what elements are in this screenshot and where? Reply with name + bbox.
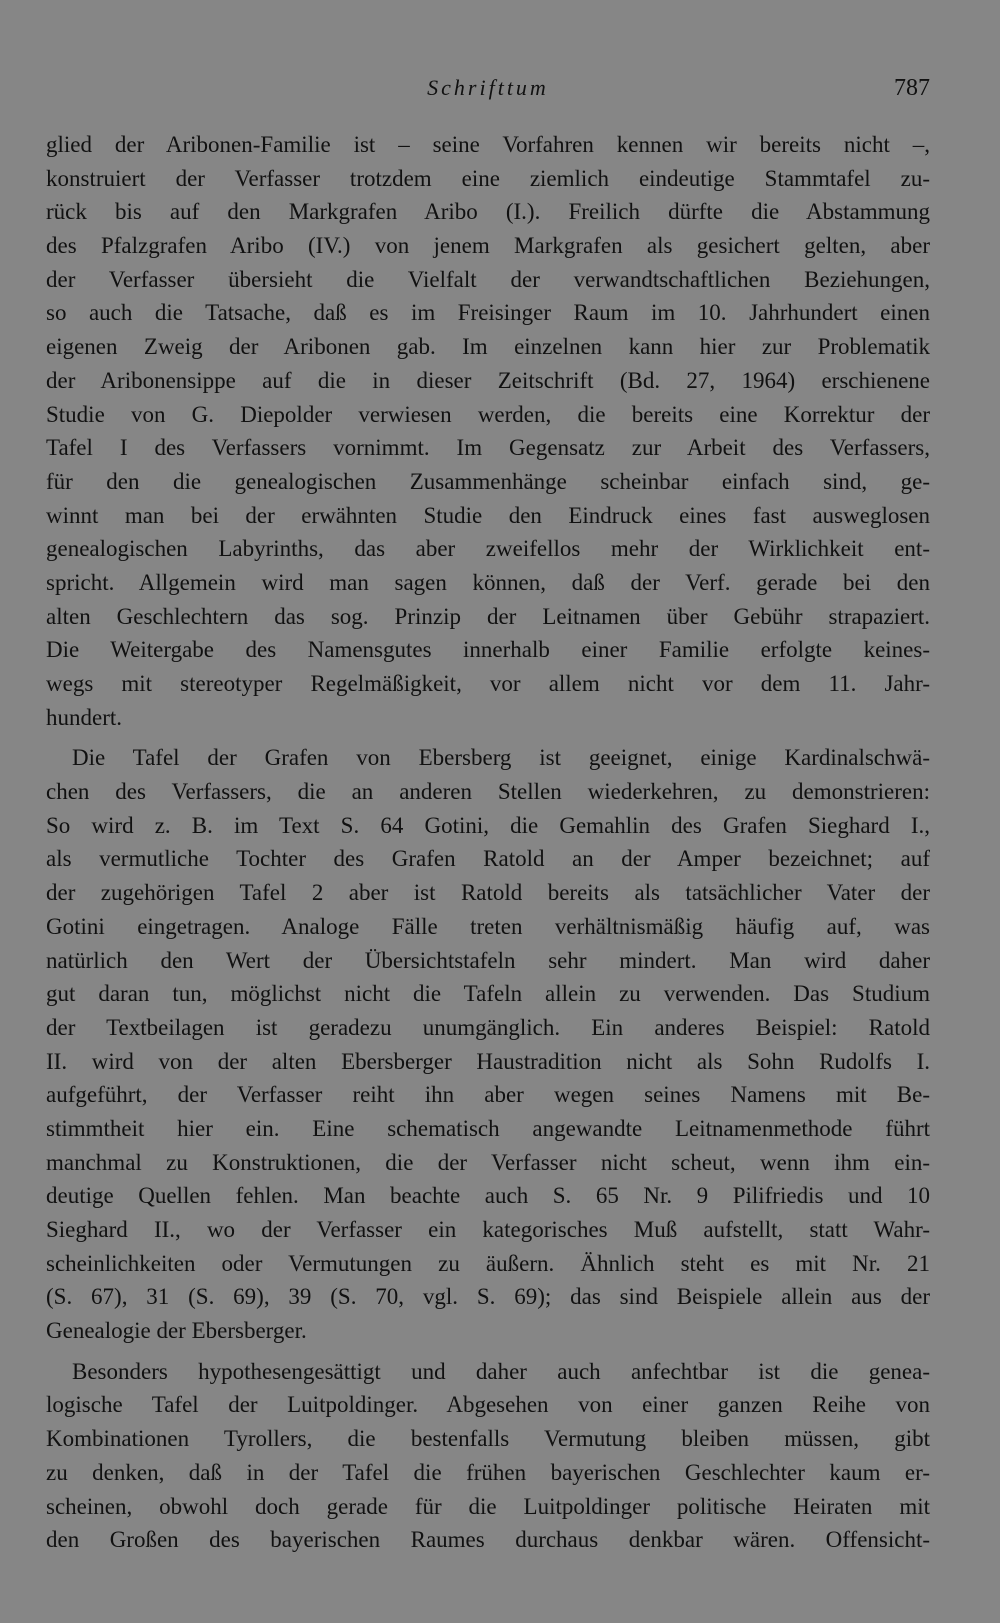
text-line: gut daran tun, möglichst nicht die Tafeln allein zu verwenden. Das Studium bbox=[46, 981, 930, 1007]
body-text bbox=[46, 128, 930, 1557]
text-line: aufgeführt, der Verfasser reiht ihn aber wegen seines Namens mit Be- bbox=[46, 1082, 930, 1108]
text-line: So wird z. B. im Text S. 64 Gotini, die Gemahlin des Grafen Sieghard I., bbox=[46, 812, 930, 838]
text-line: Die Weitergabe des Namensgutes innerhalb einer Familie erfolgte keines- bbox=[46, 637, 930, 663]
text-line: für den die genealogischen Zusammenhänge scheinbar einfach sind, ge- bbox=[46, 468, 930, 494]
text-line: alten Geschlechtern das sog. Prinzip der Leitnamen über Gebühr strapaziert. bbox=[46, 603, 930, 629]
text-line: scheinlichkeiten oder Vermutungen zu äußern. Ähnlich steht es mit Nr. 21 bbox=[46, 1250, 930, 1276]
text-line: eigenen Zweig der Aribonen gab. Im einzelnen kann hier zur Problematik bbox=[46, 334, 930, 360]
text-line: Studie von G. Diepolder verwiesen werden, die bereits eine Korrektur der bbox=[46, 401, 930, 427]
text-line: der Textbeilagen ist geradezu unumgänglich. Ein anderes Beispiel: Ratold bbox=[46, 1014, 930, 1040]
text-line: hundert. bbox=[46, 704, 123, 730]
text-line: logische Tafel der Luitpoldinger. Abgesehen von einer ganzen Reihe von bbox=[46, 1392, 930, 1418]
text-line: winnt man bei der erwähnten Studie den Eindruck eines fast ausweglosen bbox=[46, 502, 930, 528]
paragraph-luitpoldinger bbox=[46, 1355, 930, 1557]
text-line: der Aribonensippe auf die in dieser Zeitschrift (Bd. 27, 1964) erschienene bbox=[46, 367, 930, 393]
text-line: spricht. Allgemein wird man sagen können, daß der Verf. gerade bei den bbox=[46, 569, 930, 595]
paragraph-aribonen bbox=[46, 128, 930, 734]
text-line: scheinen, obwohl doch gerade für die Luitpoldinger politische Heiraten mit bbox=[46, 1493, 930, 1519]
text-line: Besonders hypothesengesättigt und daher auch anfechtbar ist die genea- bbox=[72, 1358, 930, 1384]
text-line: Tafel I des Verfassers vornimmt. Im Gegensatz zur Arbeit des Verfassers, bbox=[46, 435, 930, 461]
text-line: manchmal zu Konstruktionen, die der Verfasser nicht scheut, wenn ihm ein- bbox=[46, 1149, 930, 1175]
text-line: deutige Quellen fehlen. Man beachte auch S. 65 Nr. 9 Pilifriedis und 10 bbox=[46, 1183, 930, 1209]
text-line: den Großen des bayerischen Raumes durchaus denkbar wären. Offensicht- bbox=[46, 1527, 930, 1553]
text-line: (S. 67), 31 (S. 69), 39 (S. 70, vgl. S. 69); das sind Beispiele allein aus der bbox=[46, 1284, 930, 1310]
text-line: als vermutliche Tochter des Grafen Ratold an der Amper bezeichnet; auf bbox=[46, 846, 930, 872]
text-line: natürlich den Wert der Übersichtstafeln sehr mindert. Man wird daher bbox=[46, 947, 930, 973]
text-line: Sieghard II., wo der Verfasser ein kategorisches Muß aufstellt, statt Wahr- bbox=[46, 1217, 930, 1242]
text-line: Die Tafel der Grafen von Ebersberg ist geeignet, einige Kardinalschwä- bbox=[72, 745, 930, 771]
page-number: 787 bbox=[894, 75, 930, 101]
text-line: Genealogie der Ebersberger. bbox=[46, 1318, 307, 1344]
text-line: rück bis auf den Markgrafen Aribo (I.). Freilich dürfte die Abstammung bbox=[46, 199, 930, 225]
text-line: Kombinationen Tyrollers, die bestenfalls Vermutung bleiben müssen, gibt bbox=[46, 1426, 930, 1452]
text-line: des Pfalzgrafen Aribo (IV.) von jenem Markgrafen als gesichert gelten, aber bbox=[46, 233, 930, 259]
running-title: Schrifttum bbox=[427, 75, 549, 100]
text-line: zu denken, daß in der Tafel die frühen bayerischen Geschlechter kaum er- bbox=[46, 1459, 930, 1485]
text-line: genealogischen Labyrinths, das aber zweifellos mehr der Wirklichkeit ent- bbox=[46, 536, 930, 562]
text-line: stimmtheit hier ein. Eine schematisch angewandte Leitnamenmethode führt bbox=[46, 1115, 930, 1141]
paragraph-ebersberg bbox=[46, 741, 930, 1347]
text-line: II. wird von der alten Ebersberger Haustradition nicht als Sohn Rudolfs I. bbox=[46, 1048, 930, 1074]
text-line: der zugehörigen Tafel 2 aber ist Ratold bereits als tatsächlicher Vater der bbox=[46, 880, 930, 906]
text-line: Gotini eingetragen. Analoge Fälle treten verhältnismäßig häufig auf, was bbox=[46, 913, 930, 939]
text-line: wegs mit stereotyper Regelmäßigkeit, vor allem nicht vor dem 11. Jahr- bbox=[46, 671, 930, 696]
text-line: glied der Aribonen-Familie ist – seine Vorfahren kennen wir bereits nicht –, bbox=[46, 132, 930, 157]
text-line: chen des Verfassers, die an anderen Stellen wiederkehren, zu demonstrieren: bbox=[46, 779, 930, 805]
running-head bbox=[46, 70, 930, 106]
text-line: so auch die Tatsache, daß es im Freisinger Raum im 10. Jahrhundert einen bbox=[46, 300, 930, 326]
text-line: der Verfasser übersieht die Vielfalt der verwandtschaftlichen Beziehungen, bbox=[46, 266, 930, 292]
text-line: konstruiert der Verfasser trotzdem eine ziemlich eindeutige Stammtafel zu- bbox=[46, 165, 930, 191]
